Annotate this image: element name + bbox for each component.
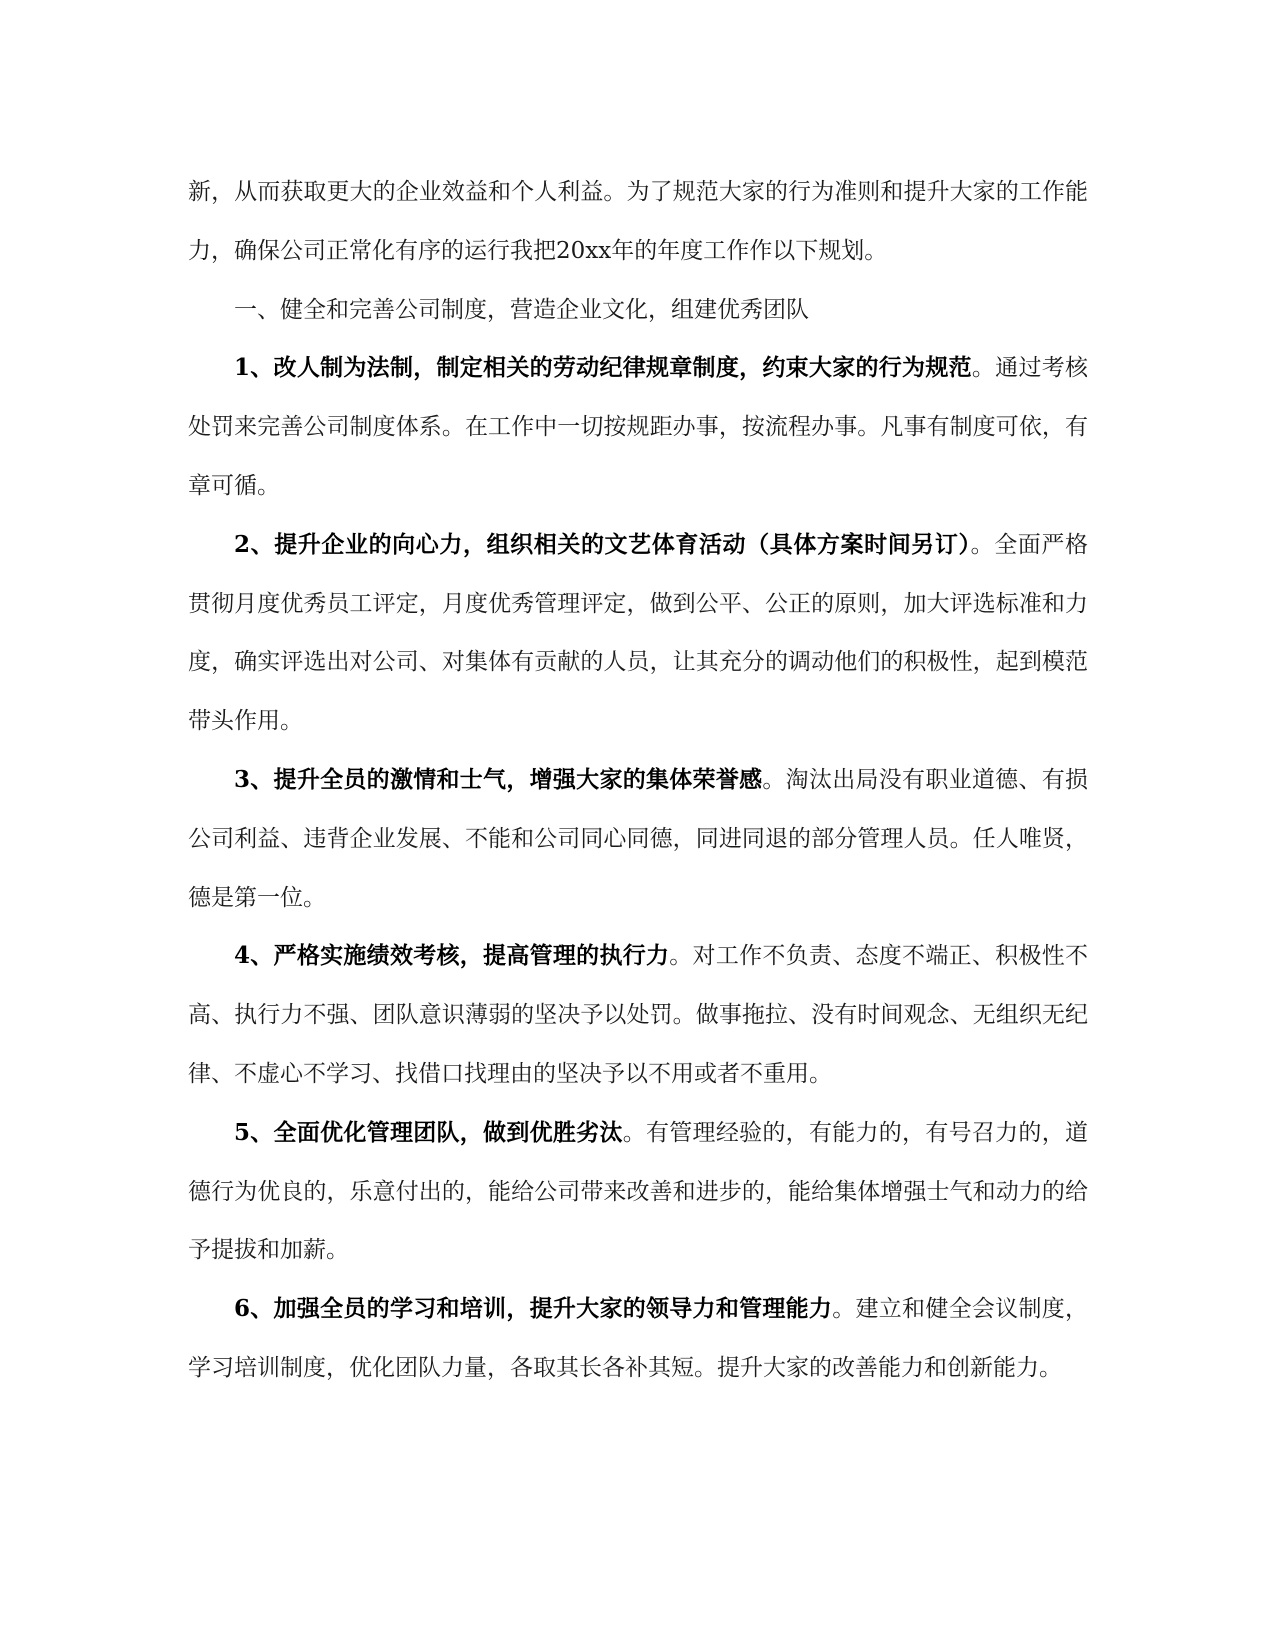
item-paragraph-1 — [188, 339, 1088, 515]
item-title-6: 6、加强全员的学习和培训，提升大家的领导力和管理能力 — [234, 1295, 833, 1323]
item-paragraph-3 — [188, 751, 1088, 927]
item-paragraph-6 — [188, 1280, 1088, 1398]
item-title-5: 5、全面优化管理团队，做到优胜劣汰 — [234, 1118, 623, 1146]
item-title-1: 1、改人制为法制，制定相关的劳动纪律规章制度，约束大家的行为规范 — [234, 354, 972, 382]
item-paragraph-4 — [188, 927, 1088, 1103]
item-paragraph-2 — [188, 516, 1088, 751]
item-body-5: 。有管理经验的，有能力的，有号召力的，道德行为优良的，乐意付出的，能给公司带来改善和进步的，能给集体增强士气和动力的给予提拔和加薪。 — [188, 1119, 1088, 1264]
item-body-4: 。对工作不负责、态度不端正、积极性不高、执行力不强、团队意识薄弱的坚决予以处罚。做事拖拉、没有时间观念、无组织无纪律、不虚心不学习、找借口找理由的坚决予以不用或者不重用。 — [188, 943, 1088, 1087]
item-body-2: 。全面严格贯彻月度优秀员工评定，月度优秀管理评定，做到公平、公正的原则，加大评选标准和力度，确实评选出对公司、对集体有贡献的人员，让其充分的调动他们的积极性，起到模范带头作用。 — [188, 531, 1088, 735]
item-title-2: 2、提升企业的向心力，组织相关的文艺体育活动（具体方案时间另订） — [234, 530, 971, 558]
item-body-1: 。通过考核处罚来完善公司制度体系。在工作中一切按规距办事，按流程办事。凡事有制度可依，有章可循。 — [188, 355, 1088, 499]
item-body-6: 。建立和健全会议制度，学习培训制度，优化团队力量，各取其长各补其短。提升大家的改善能力和创新能力。 — [188, 1296, 1088, 1381]
document-body — [188, 163, 1088, 1398]
intro-paragraph: 新，从而获取更大的企业效益和个人利益。为了规范大家的行为准则和提升大家的工作能力，确保公司正常化有序的运行我把20xx年的年度工作作以下规划。 — [188, 179, 1088, 264]
item-body-3: 。淘汰出局没有职业道德、有损公司利益、违背企业发展、不能和公司同心同德，同进同退的部分管理人员。任人唯贤，德是第一位。 — [188, 766, 1088, 911]
section-heading: 一、健全和完善公司制度，营造企业文化，组建优秀团队 — [234, 296, 809, 323]
item-paragraph-5 — [188, 1104, 1088, 1280]
item-title-3: 3、提升全员的激情和士气，增强大家的集体荣誉感 — [234, 765, 763, 793]
item-title-4: 4、严格实施绩效考核，提高管理的执行力 — [234, 942, 670, 970]
